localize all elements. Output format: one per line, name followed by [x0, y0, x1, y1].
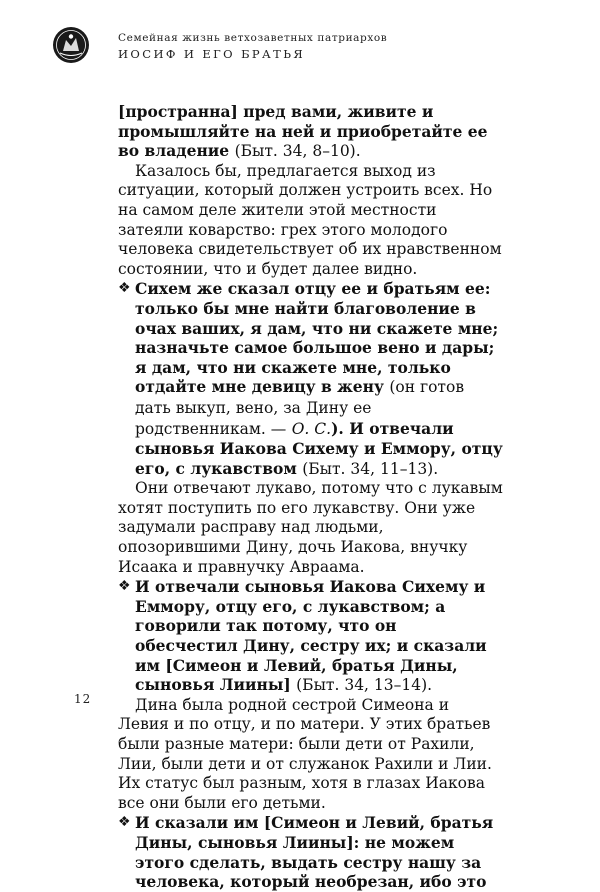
book-title: ИОСИФ И ЕГО БРАТЬЯ	[118, 47, 306, 61]
scripture-reference: (Быт. 34, 8–10).	[234, 142, 361, 161]
running-header	[52, 26, 552, 70]
scripture-quote	[118, 813, 504, 891]
scripture-quote	[118, 577, 504, 696]
quote-continuation	[118, 102, 504, 162]
quote-text: [пространна] пред вами, живите и промышляйте на ней и приобретайте ее во владение	[118, 102, 488, 161]
scripture-reference: (Быт. 34, 11–13).	[302, 459, 439, 478]
author-initials: О. С.	[291, 419, 332, 438]
quote-text: И отвечали сыновья Иакова Сихему и Еммору, отцу его, с лукавством; а говорили так потому, что он обесчестил Дину, сестру их; и сказали им [Симеон и Левий, братья Дины, сыновья Лиины]	[135, 577, 487, 695]
publisher-emblem-icon	[52, 26, 90, 64]
quote-text: Сихем же сказал отцу ее и братьям ее: только бы мне найти благоволение в очах ваших, я дам, что ни скажете мне; назначьте самое большое вено и дары; я дам, что ни скажете мне, только отдайте мне девицу в жену	[135, 279, 499, 397]
page-number: 12	[74, 692, 92, 706]
quote-text: И сказали им [Симеон и Левий, братья Дины, сыновья Лиины]: не можем этого сделать, выдать сестру нашу за человека, который необрезан, ибо это	[135, 813, 494, 892]
bullet-ornament-icon	[118, 577, 131, 597]
paragraph: Они отвечают лукаво, потому что с лукавым хотят поступить по его лукавству. Они уже задумали расправу над людьми, опозорившими Дину, дочь Иакова, внучку Исаака и правнучку Авраама.	[118, 479, 503, 576]
commentary-text: (он готов дать выкуп, вено, за Дину ее родственникам. —	[135, 378, 465, 438]
paragraph: Казалось бы, предлагается выход из ситуации, который должен устроить всех. Но на самом деле жители этой местности затеяли коварство: грех этого молодого человека свидетельствует об их нравственном состоянии, что и будет далее видно.	[118, 161, 502, 278]
page-text	[118, 102, 504, 892]
paragraph: Дина была родной сестрой Симеона и Левия и по отцу, и по матери. У этих братьев были разные матери: были дети от Рахили, Лии, были дети и от служанок Рахили и Лии. Их статус был разным, хотя в глазах Иакова все они были его детьми.	[118, 695, 492, 812]
scripture-quote	[118, 279, 504, 479]
series-title: Семейная жизнь ветхозаветных патриархов	[118, 32, 388, 44]
bullet-ornament-icon	[118, 813, 131, 833]
quote-text: ). И отвечали сыновья Иакова Сихему и Еммору, отцу его, с лукавством	[135, 418, 503, 478]
bullet-ornament-icon	[118, 279, 131, 299]
scripture-reference: (Быт. 34, 13–14).	[296, 676, 433, 695]
